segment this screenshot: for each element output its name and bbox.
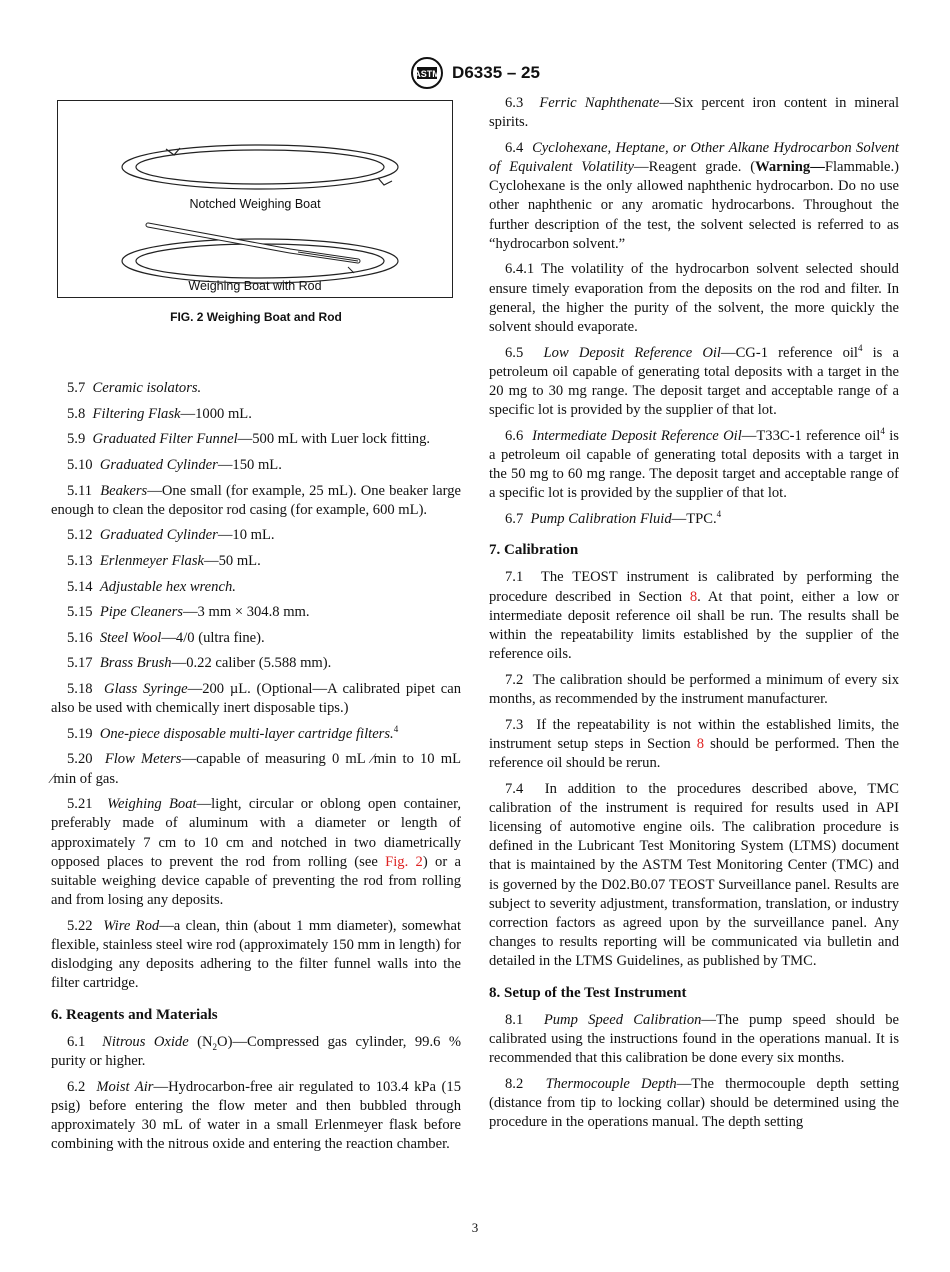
section-5-15: 5.15 Pipe Cleaners—3 mm × 304.8 mm. <box>67 604 310 621</box>
right-column <box>489 94 899 1139</box>
section-5-10: 5.10 Graduated Cylinder—150 mL. <box>67 456 282 473</box>
section-6-1: 6.1 Nitrous Oxide $(N_2O)—Compressed$ gas cylinder, 99.6 % purity or higher. <box>51 1033 461 1069</box>
figure-label-notched: Notched Weighing Boat <box>189 197 321 211</box>
section-7-2: 7.2 The calibration should be performed a minimum of every six months, as recommended by the instrument manufacturer. <box>489 671 899 708</box>
section-7-3: 7.3 If the repeatability is not within the established limits, the instrument setup steps in Section 8 should be performed. Then the reference oil should be rerun. <box>489 716 899 772</box>
section-5-13: 5.13 Erlenmeyer Flask—50 mL. <box>67 552 261 569</box>
figure-caption: FIG. 2 Weighing Boat and Rod <box>170 310 342 324</box>
section-8-2: 8.2 Thermocouple Depth—The thermocouple depth setting (distance from tip to locking collar) should be determined using the procedure in the operations manual. The depth setting <box>489 1075 899 1131</box>
section-5-14: 5.14 Adjustable hex wrench. <box>67 578 236 595</box>
section-5-20: 5.20 Flow Meters—capable of measuring 0 mL ⁄min to 10 mL ⁄min of gas. <box>51 751 461 787</box>
section-8-link[interactable]: 8 <box>689 588 698 605</box>
section-5-12: 5.12 Graduated Cylinder—10 mL. <box>67 527 275 544</box>
section-6-heading: 6. Reagents and Materials <box>51 1006 218 1023</box>
section-5-11: 5.11 Beakers—One small (for example, 25 mL). One beaker large enough to clean the depositor rod casing (for example, 600 mL). <box>51 482 462 518</box>
section-6-6: 6.6 Intermediate Deposit Reference Oil—T33C-1 reference oil$^4$ is a petroleum oil capable of generating total deposits with a target in the 50 mg to 60 mg range. The deposit target and acceptable range of a specific lot is provided by the supplier of that lot. <box>489 425 899 502</box>
page-header <box>0 56 950 90</box>
section-8-heading: 8. Setup of the Test Instrument <box>489 984 687 1001</box>
section-5-22: 5.22 Wire Rod—a clean, thin (about 1 mm diameter), somewhat flexible, stainless steel wire rod (approximately 150 mm in length) for dislodging any deposits adhering to the filter funnel walls into the filter cartridge. <box>51 917 462 992</box>
figure-2 <box>57 100 453 298</box>
section-5-8: 5.8 Filtering Flask—1000 mL. <box>67 405 252 422</box>
astm-logo-icon <box>410 56 444 90</box>
section-7-heading: 7. Calibration <box>489 542 579 559</box>
svg-text:ASTM: ASTM <box>414 69 440 79</box>
section-6-7: 6.7 Pump Calibration Fluid—TPC.$^4$ <box>505 509 722 528</box>
section-8-1: 8.1 Pump Speed Calibration—The pump speed should be calibrated using the instructions found in the operations manual. It is recommended that this calibration be done every six months. <box>489 1011 900 1067</box>
section-5-9: 5.9 Graduated Filter Funnel—500 mL with Luer lock fitting. <box>67 431 431 448</box>
section-6-5: 6.5 Low Deposit Reference Oil—CG-1 reference oil$^4$ is a petroleum oil capable of generating total deposits with a target in the 20 mg to 30 mg range. The deposit target and acceptable range of a specific lot is provided by the supplier of that lot. <box>489 342 899 419</box>
section-6-2: 6.2 Moist Air—Hydrocarbon-free air regulated to 103.4 kPa (15 psig) before entering the flow meter and then bubbled through approximately 30 mL of water in a small Erlenmeyer flask before combining with the nitrous oxide and entering the reaction chamber. <box>51 1078 462 1153</box>
section-6-4-1: 6.4.1 The volatility of the hydrocarbon solvent selected should ensure timely evaporation from the deposits on the rod and filter. In general, the higher the purity of the solvent, the more quickly the solvent should evaporate. <box>489 261 899 336</box>
section-6-3: 6.3 Ferric Naphthenate—Six percent iron content in mineral spirits. <box>489 95 900 131</box>
section-6-4: 6.4 Cyclohexane, Heptane, or Other Alkane Hydrocarbon Solvent of Equivalent Volatility—Reagent grade. (Warning—Flammable.) Cyclohexane is the only allowed naphthenic hydrocarbon. Do no use other naphthenic or any aromatic hydrocarbons. Throughout the further description of the test, the solvent selected is referred to as “hydrocarbon solvent.” <box>489 139 899 252</box>
section-5-19: 5.19 One-piece disposable multi-layer cartridge filters.$^4$ <box>67 723 399 742</box>
left-column <box>51 94 461 1161</box>
standard-designation: D6335 – 25 <box>452 63 540 82</box>
section-5-17: 5.17 Brass Brush—0.22 caliber (5.588 mm). <box>67 655 332 672</box>
section-5-21: 5.21 Weighing Boat—light, circular or oblong open container, preferably made of aluminum with a diameter or length of approximately 7 cm to 10 cm and notched in two diametrically opposed places to prevent the rod from rolling (see Fig. 2) or a suitable weighing device capable of preventing the rod from rolling and from losing any deposits. <box>51 796 461 909</box>
figure-label-rod: Weighing Boat with Rod <box>188 279 322 293</box>
section-5-18: 5.18 Glass Syringe—200 µL. (Optional—A calibrated pipet can also be used with chemically inert disposable tips.) <box>51 680 461 717</box>
section-7-1: 7.1 The TEOST instrument is calibrated by performing the procedure described in Section 8. At that point, either a low or intermediate deposit reference oil shall be run. The results shall be within the repeatability limits established by the supplier of the reference oils. <box>489 569 899 663</box>
section-7-4: 7.4 In addition to the procedures described above, TMC calibration of the instrument is required for results used in API licensing of automotive engine oils. The calibration procedure is defined in the Lubricant Test Monitoring System (LTMS) document that is maintained by the ASTM Test Monitoring Center (TMC) and is governed by the D02.B0.07 TEOST Surveillance panel. Results are subject to severity adjustment, transformation, translation, or industry correction factors as agreed upon by the surveillance panel. Any changes to results reporting will be communicated via bulletin and detailed in the LTMS Guidelines, as published by TMC. <box>489 780 900 970</box>
section-5-16: 5.16 Steel Wool—4/0 (ultra fine). <box>67 629 265 646</box>
section-5-7: 5.7 Ceramic isolators. <box>67 380 202 397</box>
page-number: 3 <box>471 1220 479 1235</box>
section-8-link[interactable]: 8 <box>696 735 705 752</box>
fig-2-link[interactable]: Fig. 2 <box>385 853 423 870</box>
